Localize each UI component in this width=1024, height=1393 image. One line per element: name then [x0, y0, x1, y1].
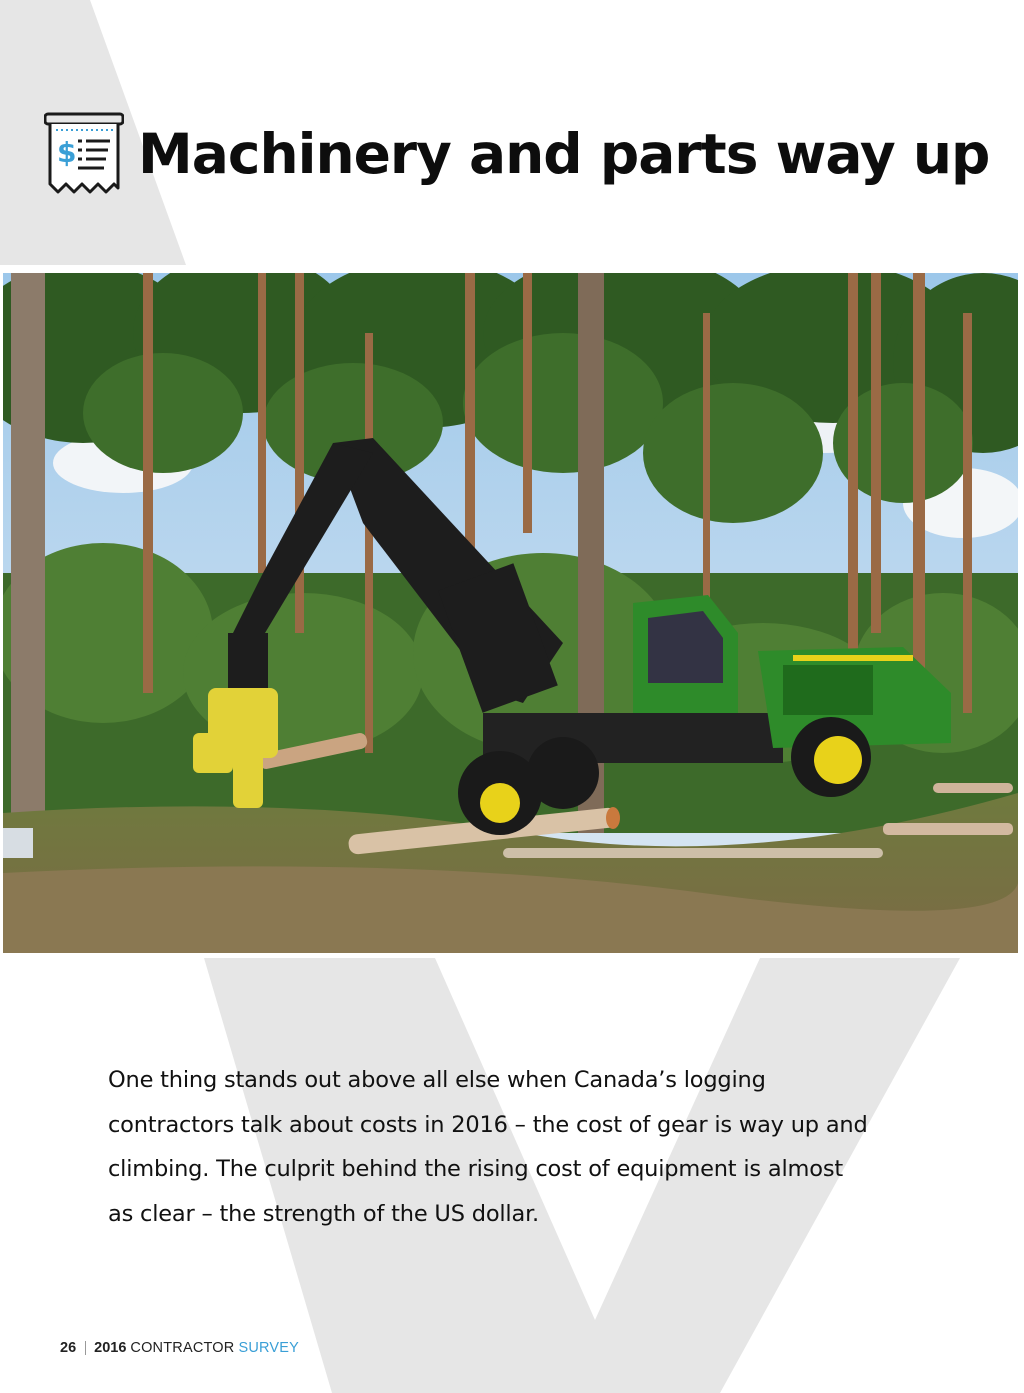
- harvester-photo: [3, 273, 1018, 953]
- footer-survey: SURVEY: [238, 1340, 300, 1356]
- article-intro: One thing stands out above all else when Canada’s logging contractors talk about costs in 2016 – the cost of gear is way up and climbing. The culprit behind the rising cost of equipment is almost as clear – the strength of the US dollar.: [108, 1067, 868, 1227]
- footer-contractor: CONTRACTOR: [130, 1340, 235, 1356]
- page-title: Machinery and parts way up: [138, 121, 990, 186]
- footer-year: 2016: [94, 1340, 127, 1356]
- title-row: [44, 112, 989, 196]
- svg-text:$: $: [57, 136, 77, 169]
- receipt-dollar-icon: [44, 112, 124, 196]
- page-number: 26: [60, 1340, 77, 1356]
- footer-divider: [85, 1341, 86, 1355]
- page-footer: [60, 1338, 299, 1358]
